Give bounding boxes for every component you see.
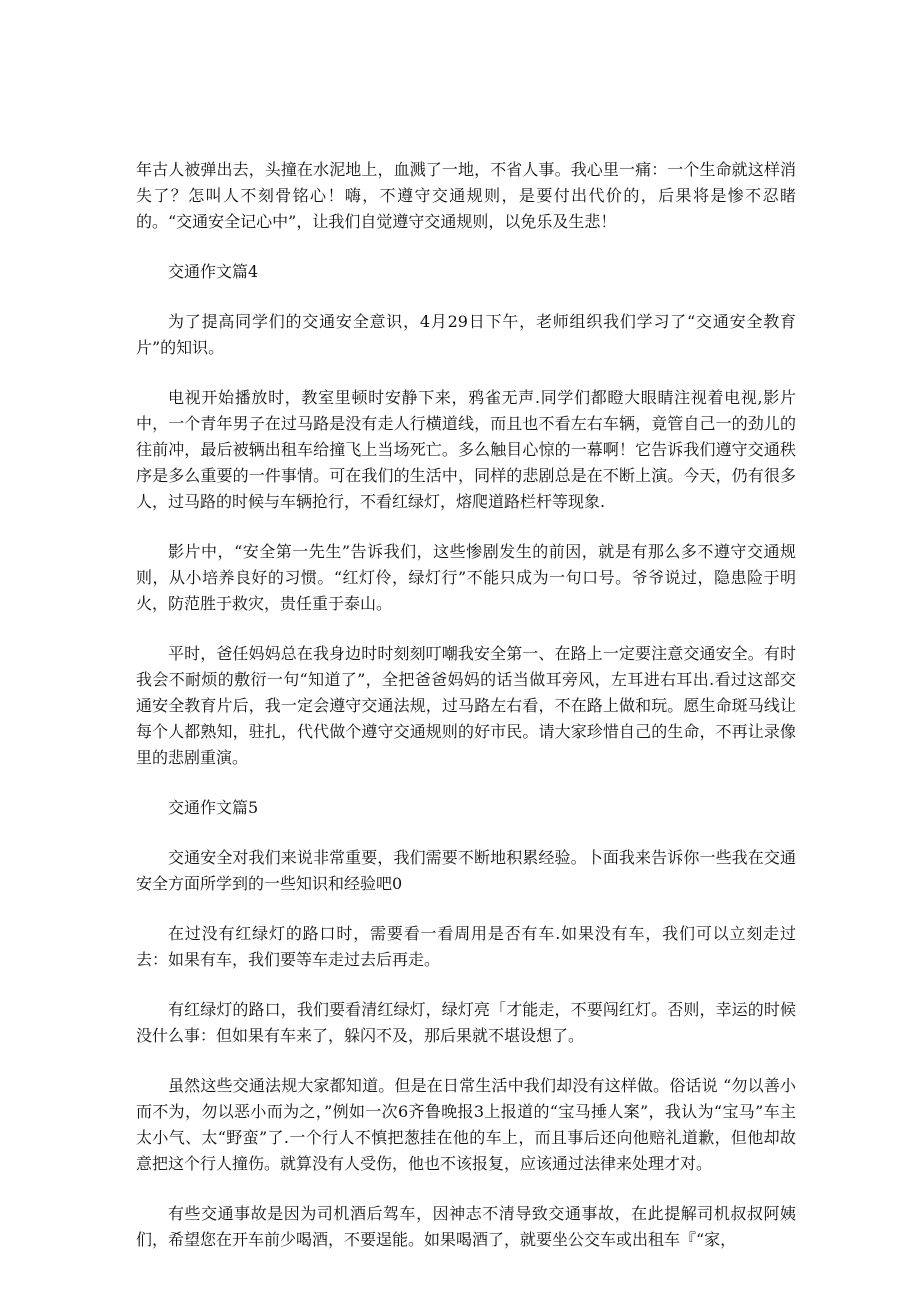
paragraph: 平时，爸任妈妈总在我身边时时刻刻叮嘲我安全第一、在路上一定要注意交通安全。有时我会不耐烦的敷衍一句“知道了”，全把爸爸妈妈的话当做耳旁风，左耳进右耳出.看过这部交通安全教育片后，我一定会遵守交通法规，过马路左右看，不在路上做和玩。愿生命斑马线让每个人都熟知，驻扎，代代做个遵守交通规则的好市民。请大家珍惜自己的生命，不再让录像里的悲剧重演。: [136, 644, 796, 767]
section-heading-5: 交通作文篇5: [168, 798, 259, 817]
document-body: [136, 157, 796, 1277]
paragraph: 虽然这些交通法规大家都知道。但是在日常生活中我们却没有这样做。俗话说 “勿以善小而不为，勿以恶小而为之，”例如一次6齐鲁晚报3上报道的“宝马捶人案”，我认为“宝马”车主太小气、太“野蛮”了.一个行人不慎把葱挂在他的车上，而且事后还向他赔礼道歉，但他却故意把这个行人撞伤。就算没有人受伤，他也不该报复，应该通过法律来处理才对。: [136, 1076, 796, 1173]
paragraph-continuation: 年古人被弹出去，头撞在水泥地上，血溅了一地，不省人事。我心里一痛：一个生命就这样消失了？怎叫人不刻骨铭心！嗨，不遵守交通规则，是要付出代价的，后果将是惨不忍睹的。“交通安全记心中”，让我们自觉遵守交通规则，以免乐及生悲！: [136, 160, 796, 231]
section-heading-4: 交通作文篇4: [168, 262, 259, 281]
paragraph: 为了提高同学们的交通安全意识，4月29日下午，老师组织我们学习了“交通安全教育片”的知识。: [136, 312, 796, 357]
paragraph: 有红绿灯的路口，我们要看清红绿灯，绿灯亮「才能走，不要闯红灯。否则，幸运的时候没什么事：但如果有车来了，躲闪不及，那后果就不堪设想了。: [136, 1000, 796, 1045]
paragraph: 有些交通事故是因为司机酒后驾车，因神志不清导致交通事故，在此提解司机叔叔阿姨们，希望您在开车前少喝酒，不要逞能。如果喝酒了，就要坐公交车或出租车『“家，: [136, 1204, 796, 1249]
paragraph: 交通安全对我们来说非常重要，我们需要不断地积累经验。卜面我来告诉你一些我在交通安全方面所学到的一些知识和经验吧0: [136, 848, 796, 893]
paragraph: 在过没有红绿灯的路口时，需要看一看周用是否有车.如果没有车，我们可以立刻走过去：如果有车，我们要等车走过去后再走。: [136, 924, 796, 969]
paragraph: 影片中，“安全第一先生”告诉我们，这些惨剧发生的前因，就是有那么多不遵守交通规则，从小培养良好的习惯。“红灯伶，绿灯行”不能只成为一句口号。爷爷说过，隐患险于明火，防范胜于救灾，贵任重于泰山。: [136, 542, 796, 613]
paragraph: 电视开始播放时，教室里顿时安静下来，鸦雀无声.同学们都瞪大眼睛注视着电视,影片中，一个青年男子在过马路是没有走人行横道线，而且也不看左右车辆，竟管自己一的劲儿的往前冲，最后被辆出租车给撞飞上当场死亡。多么触目心惊的一幕啊！它告诉我们遵守交通秩序是多么重要的一件事情。可在我们的生活中，同样的悲剧总是在不断上演。今天，仍有很多人，过马路的时候与车辆抢行，不看红绿灯，熔爬道路栏杆等现象.: [136, 388, 796, 511]
